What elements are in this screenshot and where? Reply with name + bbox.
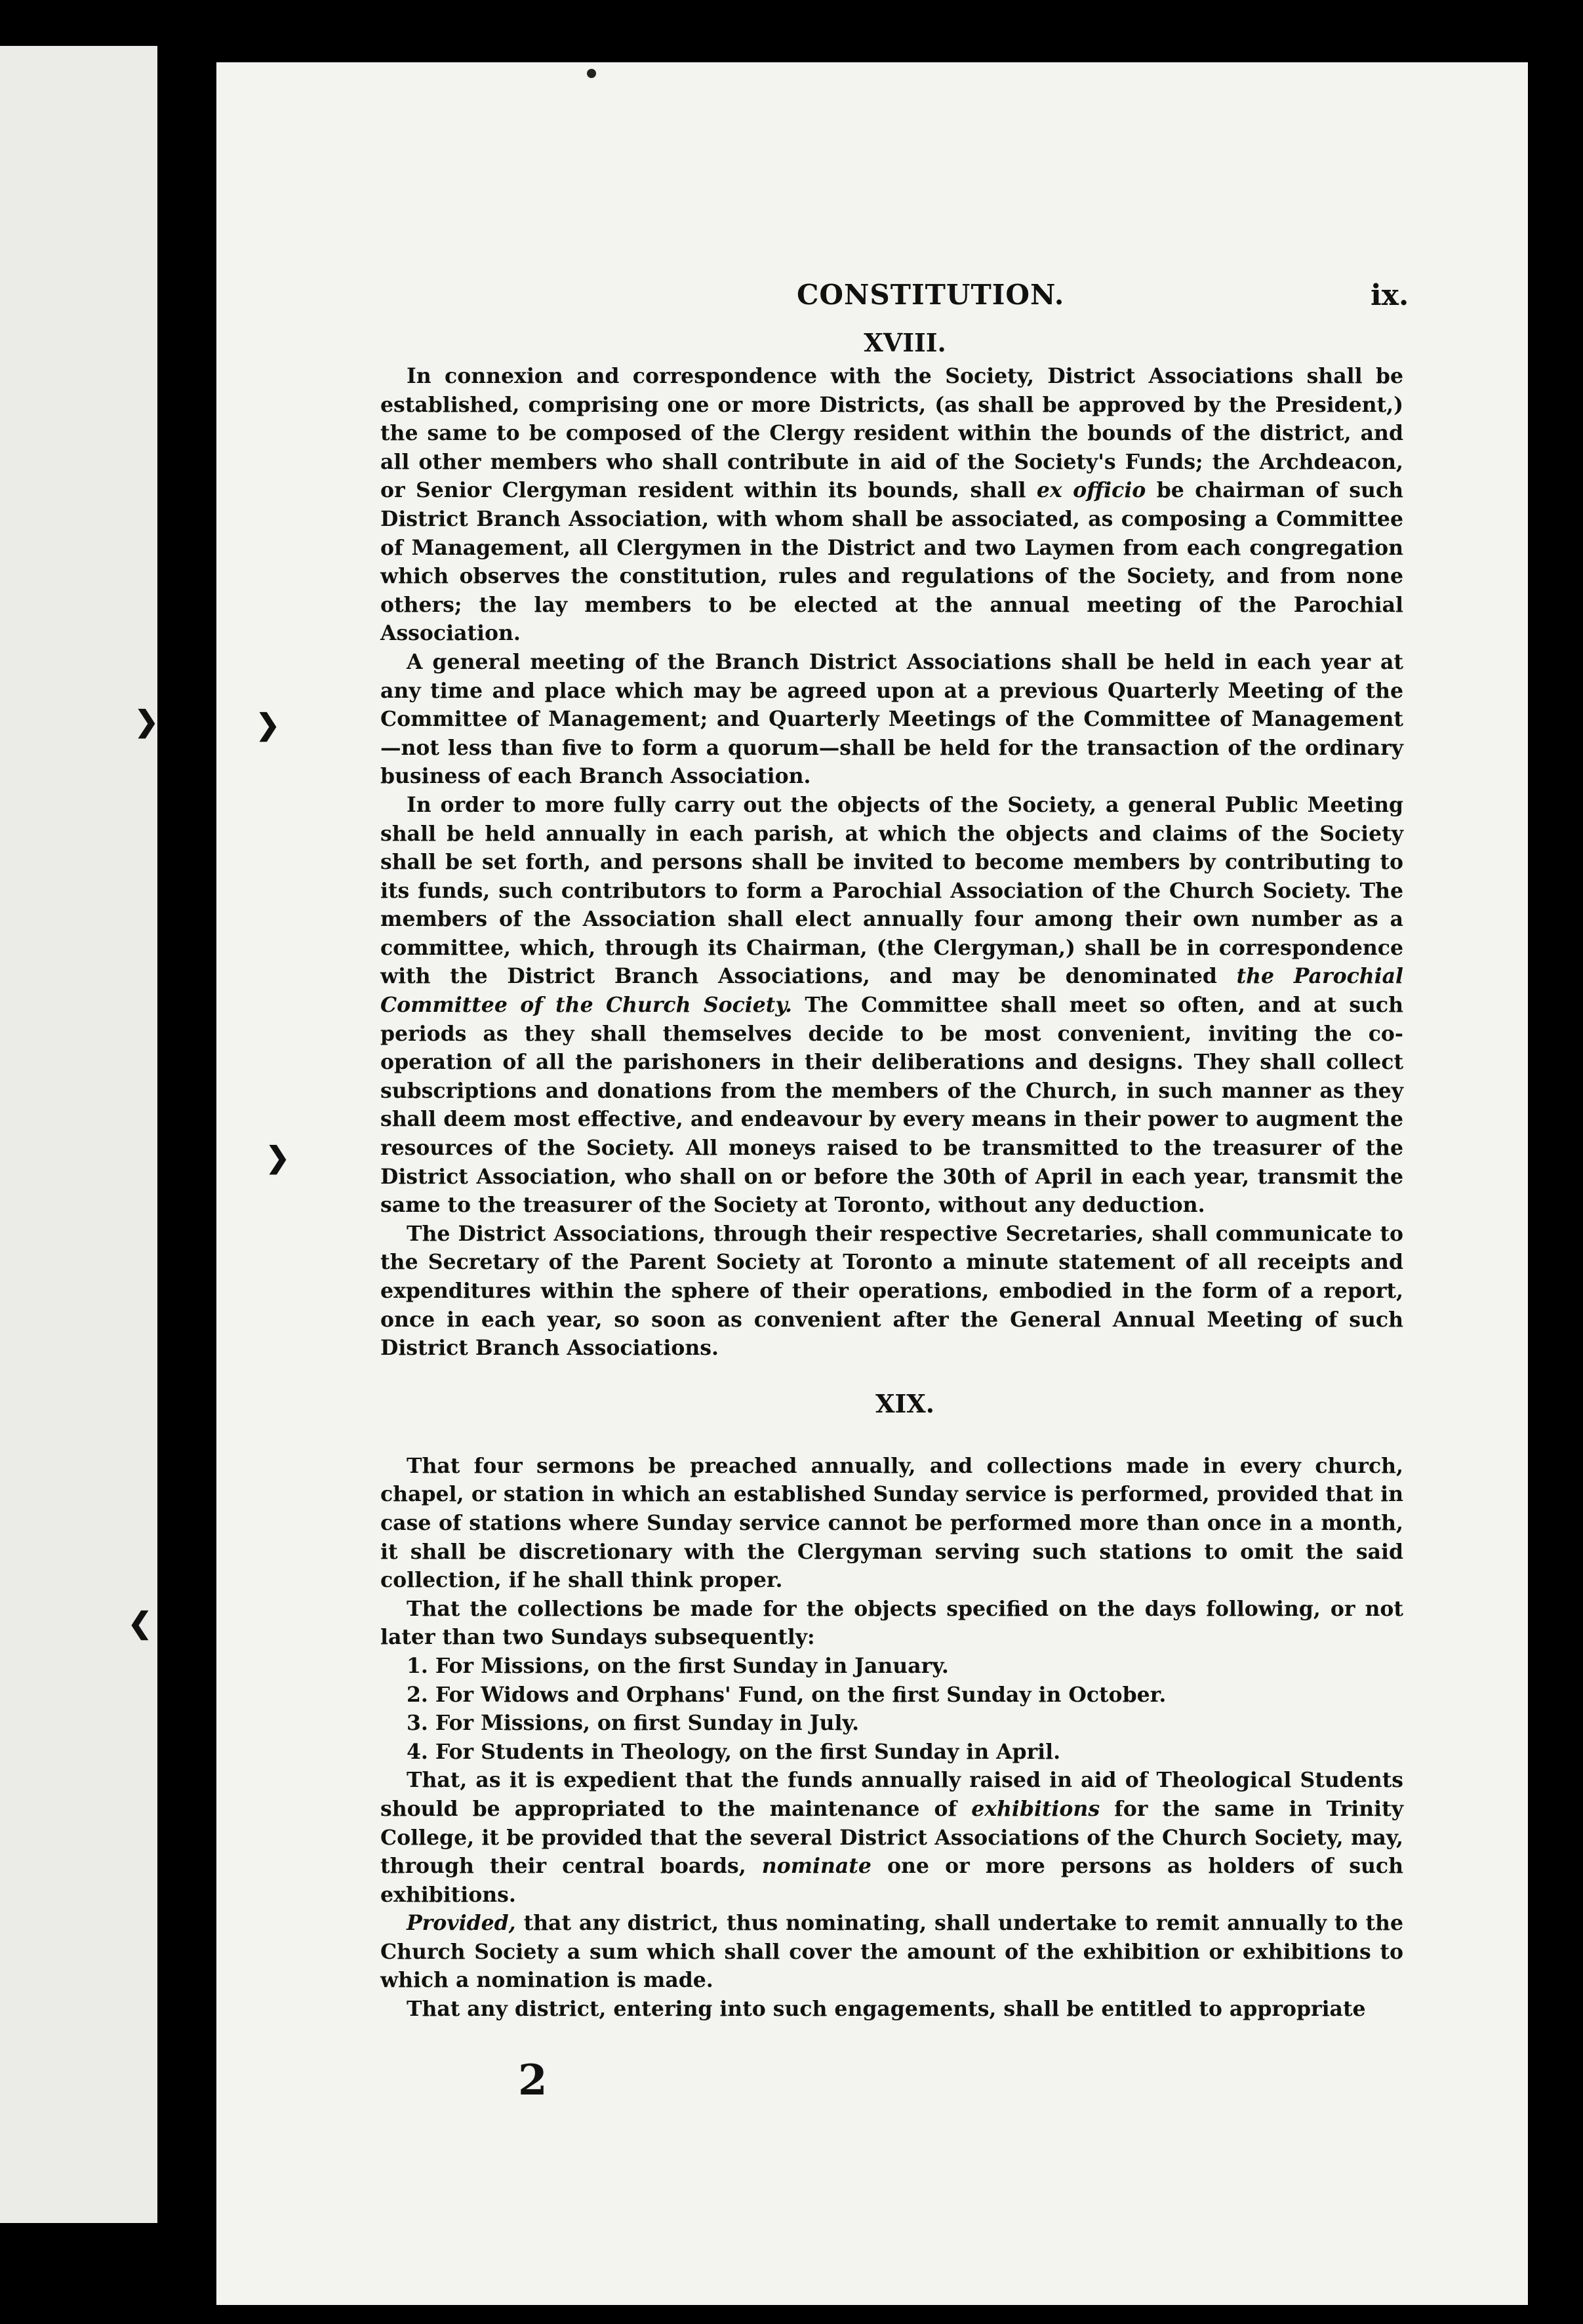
list-item: 1. For Missions, on the first Sunday in January. bbox=[407, 1653, 949, 1678]
text-run: That, as it is expedient that the funds annually raised in aid of Theological Students should be appropriated to the maintenance of bbox=[380, 1768, 1403, 1821]
paragraph bbox=[380, 1909, 1403, 1995]
document-page bbox=[216, 62, 1528, 2305]
paragraph bbox=[380, 1766, 1403, 1909]
running-title: CONSTITUTION. bbox=[797, 279, 1065, 311]
italic-run: the Parochial Committee of the Church Society. bbox=[380, 964, 1403, 1018]
running-header bbox=[216, 279, 1528, 318]
margin-mark: ❯ bbox=[134, 705, 159, 738]
page-number: ix. bbox=[1371, 279, 1409, 312]
margin-mark: ❯ bbox=[266, 1141, 290, 1174]
list-item: 4. For Students in Theology, on the first Sunday in April. bbox=[407, 1739, 1061, 1764]
signature-mark: 2 bbox=[518, 2056, 548, 2105]
text-run: one or more persons as holders of such exhibitions. bbox=[380, 1854, 1404, 1907]
adjacent-page-edge bbox=[0, 46, 157, 2223]
paragraph: That the collections be made for the objects specified on the days following, or not later than two Sundays subsequently: bbox=[380, 1596, 1403, 1650]
section-heading: XVIII. bbox=[864, 328, 946, 357]
section-heading: XIX. bbox=[875, 1388, 934, 1418]
paragraph bbox=[380, 791, 1403, 1220]
list-item: 2. For Widows and Orphans' Fund, on the first Sunday in October. bbox=[407, 1682, 1167, 1707]
margin-mark: ❮ bbox=[128, 1607, 152, 1640]
page-body bbox=[380, 328, 1403, 2024]
paragraph: That any district, entering into such engagements, shall be entitled to appropriate bbox=[407, 1997, 1366, 2022]
text-run: In order to more fully carry out the objects of the Society, a general Public Meeting shall be held annually in each parish, at which the objects and claims of the Society shall be set forth, and persons shall be invited to become members by contributing to its funds, such contributors to form a Parochial Association of the Church Society. The members of the Association shall elect annually four among their own number as a committee, which, through its Chairman, (the Clergyman,) shall be in correspondence with the District Branch Associations, and may be denominated bbox=[380, 792, 1403, 989]
paragraph bbox=[380, 362, 1403, 648]
italic-run: ex officio bbox=[1036, 478, 1146, 503]
text-run: that any district, thus nominating, shall undertake to remit annually to the Church Society a sum which shall cover the amount of the exhibition or exhibitions to which a nomination is made. bbox=[380, 1911, 1404, 1993]
margin-mark: ❯ bbox=[256, 708, 280, 742]
text-run: for the same in Trinity College, it be provided that the several District Associations of the Church Society, may, through their central boards, bbox=[380, 1796, 1403, 1879]
text-run: In connexion and correspondence with the Society, District Associations shall be established, comprising one or more Districts, (as shall be approved by the President,) the same to be composed of the Clergy resident within the bounds of the district, and all other members who shall contribute in aid of the Society's Funds; the Archdeacon, or Senior Clergyman resident within its bounds, shall bbox=[380, 364, 1403, 503]
list-item: 3. For Missions, on first Sunday in July. bbox=[407, 1711, 860, 1736]
paragraph: That four sermons be preached annually, and collections made in every church, chapel, or station in which an established Sunday service is performed, provided that in case of stations where Sunday service cannot be performed more than once in a month, it shall be discretionary with the Clergyman serving such stations to omit the said collection, if he shall think proper. bbox=[380, 1453, 1403, 1593]
text-run: The Committee shall meet so often, and at such periods as they shall themselves decide to be most convenient, inviting the co-operation of all the parishoners in their deliberations and designs. They shall collect subscriptions and donations from the members of the Church, in such manner as they shall deem most effective, and endeavour by every means in their power to augment the resources of the Society. All moneys raised to be transmitted to the treasurer of the District Association, who shall on or before the 30th of April in each year, transmit the same to the treasurer of the Society at Toronto, without any deduction. bbox=[380, 993, 1403, 1218]
italic-run: exhibitions bbox=[971, 1796, 1100, 1821]
italic-run: Provided, bbox=[407, 1911, 516, 1936]
paragraph: A general meeting of the Branch District Associations shall be held in each year at any time and place which may be agreed upon at a previous Quarterly Meeting of the Committee of Management; and Quarterly Meetings of the Committee of Management—not less than five to form a quorum—shall be held for the transaction of the ordinary business of each Branch Association. bbox=[380, 649, 1403, 789]
paragraph: The District Associations, through their respective Secretaries, shall communicate to the Secretary of the Parent Society at Toronto a minute statement of all receipts and expenditures within the sphere of their operations, embodied in the form of a report, once in each year, so soon as convenient after the General Annual Meeting of such District Branch Associations. bbox=[380, 1221, 1403, 1361]
text-run: be chairman of such District Branch Association, with whom shall be associated, as composing a Committee of Management, all Clergymen in the District and two Laymen from each congregation which observes the constitution, rules and regulations of the Society, and from none others; the lay members to be elected at the annual meeting of the Parochial Association. bbox=[380, 478, 1403, 646]
italic-run: nominate bbox=[761, 1854, 872, 1879]
ink-dot bbox=[587, 69, 596, 78]
